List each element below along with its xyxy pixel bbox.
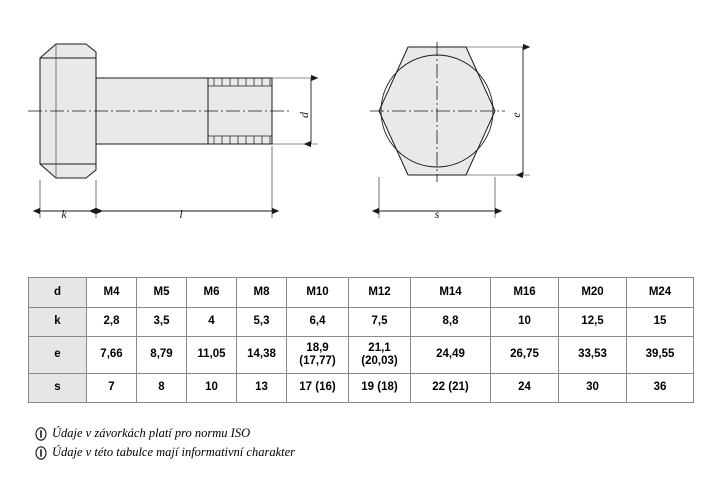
table-cell: 7,5	[349, 308, 411, 337]
table-cell: 10	[491, 308, 559, 337]
dimension-table-wrapper	[28, 277, 693, 403]
table-cell: 13	[237, 374, 287, 403]
table-cell: 7,66	[87, 337, 137, 374]
dim-label-d: d	[297, 112, 311, 118]
table-row-label: s	[29, 374, 87, 403]
table-column-header: M24	[627, 278, 694, 308]
dim-label-e: e	[509, 112, 523, 118]
footnote-text: Údaje v této tabulce mají informativní charakter	[52, 445, 296, 459]
table-column-header: M8	[237, 278, 287, 308]
table-cell: 30	[559, 374, 627, 403]
table-cell: 8,79	[137, 337, 187, 374]
dim-label-s: s	[434, 207, 440, 221]
footnote-text: Údaje v závorkách platí pro normu ISO	[52, 426, 251, 440]
dimension-table	[28, 277, 694, 403]
table-column-header: M20	[559, 278, 627, 308]
table-column-header: M6	[187, 278, 237, 308]
table-cell: 39,55	[627, 337, 694, 374]
table-column-header: M5	[137, 278, 187, 308]
table-cell: 22 (21)	[411, 374, 491, 403]
table-cell: 33,53	[559, 337, 627, 374]
table-column-header: M14	[411, 278, 491, 308]
table-row	[29, 374, 694, 403]
info-icon	[30, 446, 52, 460]
table-cell: 18,9 (17,77)	[287, 337, 349, 374]
table-cell: 6,4	[287, 308, 349, 337]
table-corner-label: d	[29, 278, 87, 308]
table-cell: 36	[627, 374, 694, 403]
info-icon	[30, 427, 52, 441]
table-row	[29, 308, 694, 337]
table-cell: 4	[187, 308, 237, 337]
footnote-row	[30, 425, 690, 442]
table-row-label: e	[29, 337, 87, 374]
table-cell: 10	[187, 374, 237, 403]
table-cell: 3,5	[137, 308, 187, 337]
table-cell: 12,5	[559, 308, 627, 337]
table-cell: 26,75	[491, 337, 559, 374]
table-cell: 15	[627, 308, 694, 337]
table-cell: 11,05	[187, 337, 237, 374]
table-row-label: k	[29, 308, 87, 337]
table-cell: 2,8	[87, 308, 137, 337]
table-cell: 24,49	[411, 337, 491, 374]
table-cell: 8,8	[411, 308, 491, 337]
footnotes	[30, 425, 690, 463]
table-cell: 8	[137, 374, 187, 403]
table-cell: 14,38	[237, 337, 287, 374]
dim-label-k: k	[61, 207, 67, 221]
table-column-header: M12	[349, 278, 411, 308]
dim-label-l: l	[179, 207, 183, 221]
table-cell: 7	[87, 374, 137, 403]
table-column-header: M16	[491, 278, 559, 308]
table-cell: 24	[491, 374, 559, 403]
table-row	[29, 337, 694, 374]
table-column-header: M4	[87, 278, 137, 308]
table-cell: 21,1 (20,03)	[349, 337, 411, 374]
table-cell: 17 (16)	[287, 374, 349, 403]
footnote-row	[30, 444, 690, 461]
table-column-header: M10	[287, 278, 349, 308]
table-header-row	[29, 278, 694, 308]
table-cell: 19 (18)	[349, 374, 411, 403]
table-cell: 5,3	[237, 308, 287, 337]
